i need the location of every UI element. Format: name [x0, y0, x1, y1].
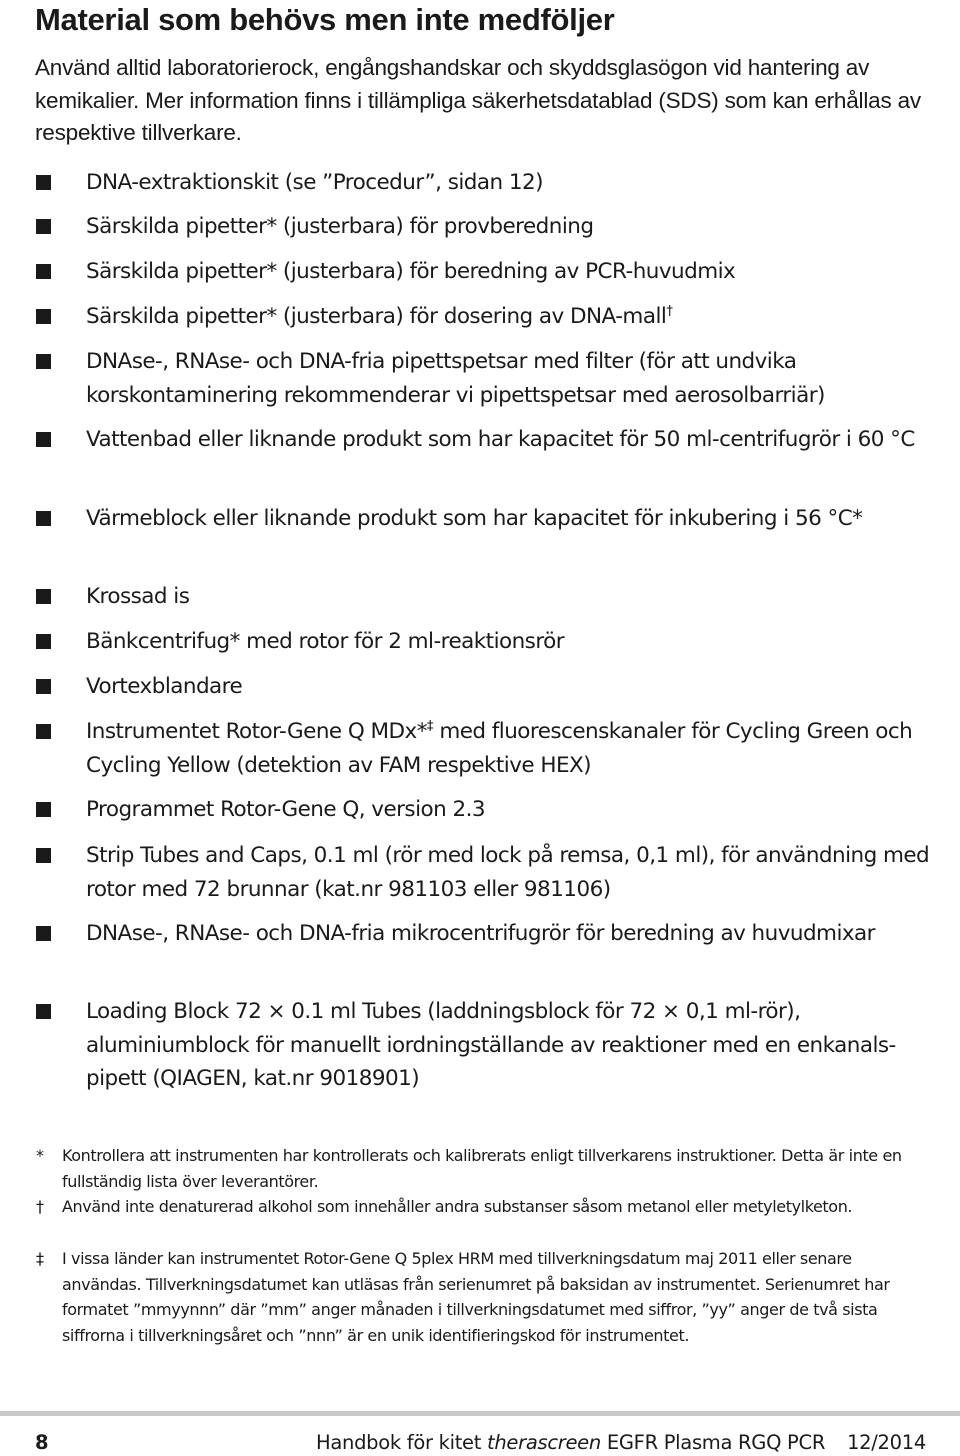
footer-handbook-suffix: EGFR Plasma RGQ PCR: [600, 1431, 826, 1454]
footnote-text: Använd inte denaturerad alkohol som innehåller andra substanser såsom metanol eller metyletylketon.: [62, 1197, 853, 1216]
list-item: [86, 995, 946, 1096]
footnote-text: I vissa länder kan instrumentet Rotor-Gene Q 5plex HRM med tillverkningsdatum maj 2011 eller senare användas. Tillverkningsdatumet kan utläsas från serienumret på baksidan av instrumentet. Serienumret har formatet ”mmyynnn” där ”mm” anger månaden i tillverkningsdatumet med siffror, ”yy” anger de två sista siffrorna i tillverkningsåret och ”nnn” är en unik identifieringskod för instrumentet.: [62, 1249, 890, 1345]
list-item-text: med fluorescenskanaler för Cycling Green och Cycling Yellow (detektion av FAM respektive HEX): [86, 719, 913, 778]
footer-product-name: therascreen: [487, 1431, 601, 1454]
list-item: [86, 917, 946, 951]
footer-divider: [0, 1411, 960, 1416]
list-item: [86, 839, 946, 906]
square-bullet-icon: [36, 926, 51, 941]
list-item-text: Särskilda pipetter* (justerbara) för dosering av DNA-mall: [86, 304, 667, 329]
list-item: [86, 670, 946, 704]
dagger-footnote-ref: †: [666, 303, 673, 319]
footnote: [36, 1246, 922, 1348]
square-bullet-icon: [36, 432, 51, 447]
page-title: Material som behövs men inte medföljer: [35, 2, 615, 37]
square-bullet-icon: [36, 724, 51, 739]
footer-date: 12/2014: [847, 1431, 926, 1454]
footnote-text: Kontrollera att instrumenten har kontrollerats och kalibrerats enligt tillverkarens instruktioner. Detta är inte en fullständig lista över leverantörer.: [62, 1146, 902, 1191]
square-bullet-icon: [36, 175, 51, 190]
square-bullet-icon: [36, 634, 51, 649]
list-item: [86, 793, 946, 827]
list-item-text: DNAse-, RNAse- och DNA-fria pipettspetsar med filter (för att undvika korskontaminering rekommenderar vi pipettspetsar med aerosolbarriär): [86, 349, 825, 408]
square-bullet-icon: [36, 589, 51, 604]
list-item-text: Strip Tubes and Caps, 0.1 ml (rör med lock på remsa, 0,1 ml), för användning med rotor med 72 brunnar (kat.nr 981103 eller 981106): [86, 843, 930, 902]
square-bullet-icon: [36, 848, 51, 863]
list-item: [86, 166, 946, 200]
list-item-text: Loading Block 72 × 0.1 ml Tubes (laddningsblock för 72 × 0,1 ml-rör), aluminiumblock för manuellt iordningställande av reaktioner med en enkanals-pipett (QIAGEN, kat.nr 9018901): [86, 999, 896, 1091]
double-dagger-footnote-ref: ‡: [426, 718, 434, 734]
list-item-text: Särskilda pipetter* (justerbara) för beredning av PCR-huvudmix: [86, 259, 736, 284]
square-bullet-icon: [36, 679, 51, 694]
list-item: [86, 345, 946, 412]
page-number: 8: [35, 1431, 49, 1454]
list-item: [86, 580, 946, 614]
list-item: [86, 210, 946, 244]
footnote: [36, 1194, 922, 1220]
list-item: [86, 715, 946, 782]
square-bullet-icon: [36, 511, 51, 526]
list-item-text: Programmet Rotor-Gene Q, version 2.3: [86, 797, 486, 822]
list-item-text: Bänkcentrifug* med rotor för 2 ml-reaktionsrör: [86, 629, 565, 654]
list-item-text: DNAse-, RNAse- och DNA-fria mikrocentrifugrör för beredning av huvudmixar: [86, 921, 875, 946]
square-bullet-icon: [36, 219, 51, 234]
list-item-text: Särskilda pipetter* (justerbara) för provberedning: [86, 214, 594, 239]
list-item: [86, 625, 946, 659]
square-bullet-icon: [36, 264, 51, 279]
footnote: [36, 1143, 922, 1194]
list-item-text: Vortexblandare: [86, 674, 243, 699]
square-bullet-icon: [36, 354, 51, 369]
footnote-mark: †: [36, 1197, 44, 1216]
square-bullet-icon: [36, 802, 51, 817]
list-item-text: DNA-extraktionskit (se ”Procedur”, sidan 12): [86, 170, 543, 195]
list-item-text: Instrumentet Rotor-Gene Q MDx*: [86, 719, 427, 744]
square-bullet-icon: [36, 309, 51, 324]
footnote-mark: *: [36, 1146, 44, 1165]
list-item: [86, 502, 946, 536]
list-item-text: Vattenbad eller liknande produkt som har kapacitet för 50 ml-centrifugrör i 60 °C: [86, 427, 915, 452]
intro-paragraph: Använd alltid laboratorierock, engångshandskar och skyddsglasögon vid hantering av kemikalier. Mer information finns i tillämpliga säkerhetsdatablad (SDS) som kan erhållas av respektive tillverkare.: [35, 55, 921, 145]
list-item: [86, 300, 946, 334]
square-bullet-icon: [36, 1004, 51, 1019]
footnote-mark: ‡: [36, 1249, 44, 1268]
list-item: [86, 423, 946, 457]
list-item-text: Värmeblock eller liknande produkt som har kapacitet för inkubering i 56 °C*: [86, 506, 863, 531]
list-item-text: Krossad is: [86, 584, 190, 609]
footer-title: [316, 1430, 926, 1456]
list-item: [86, 255, 946, 289]
footer-handbook-prefix: Handbok för kitet: [316, 1431, 487, 1454]
